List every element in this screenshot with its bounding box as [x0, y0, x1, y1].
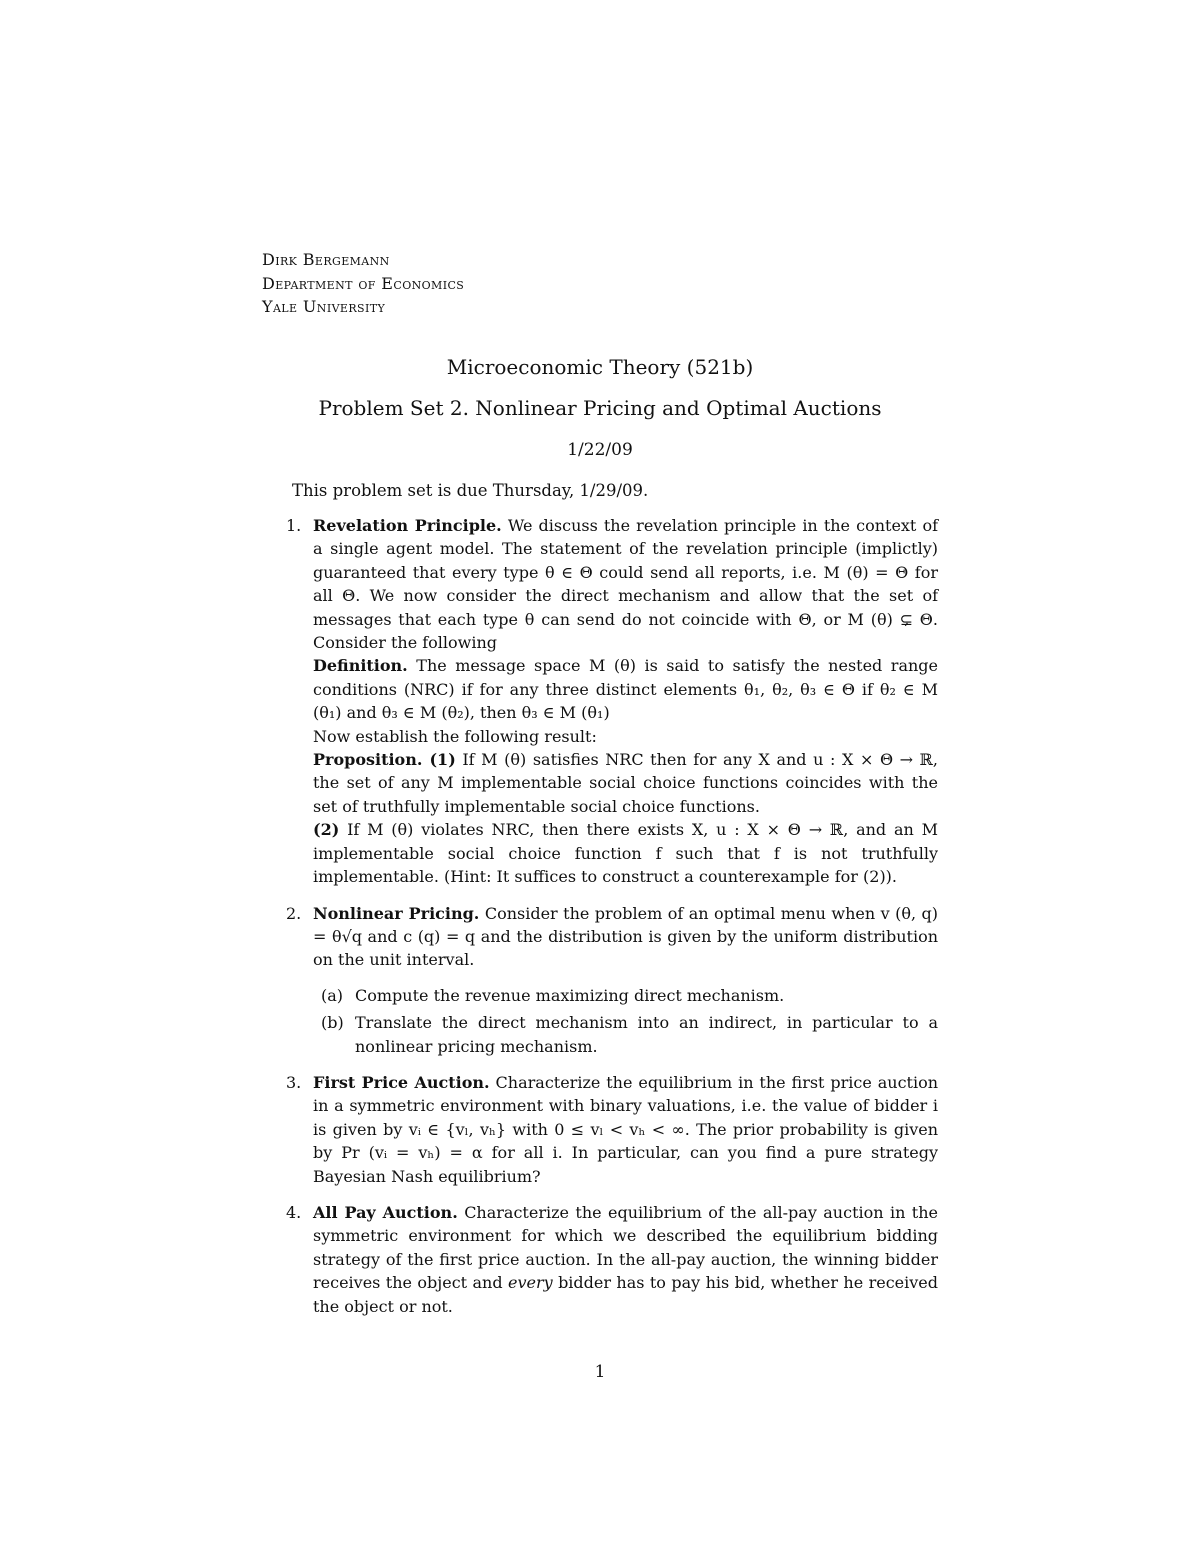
- problem-text: Characterize the equilibrium in the first price auction in a symmetric environment with binary valuations, i.e. the value of bidder i is given by vᵢ ∈ {vₗ, vₕ} with 0 ≤ vₗ < vₕ < ∞. The prior probability is given by Pr (vᵢ = vₕ) = α for all i. In particular, can you find a pure strategy Bayesian Nash equilibrium?: [313, 1072, 939, 1186]
- problem-3-statement: [313, 1071, 938, 1188]
- problem-label: Revelation Principle.: [313, 516, 502, 535]
- part2-label: (2): [313, 820, 340, 840]
- problem-number: 3.: [286, 1072, 302, 1092]
- definition-paragraph: [313, 654, 938, 724]
- university-name: Yale University: [262, 297, 386, 316]
- problem-label: Nonlinear Pricing.: [313, 903, 480, 923]
- problem-2: [286, 902, 938, 1058]
- problem-number: 2.: [286, 903, 302, 923]
- proposition-part2: [313, 818, 938, 888]
- problem-text-after: bidder has to pay his bid, whether he received the object or not.: [313, 1273, 938, 1316]
- problem-text: We discuss the revelation principle in the context of a single agent model. The statement of the revelation principle (implictly) guaranteed that every type θ ∈ Θ could send all reports, i.e. M (θ) = Θ for all Θ. We now consider the direct mechanism and allow that the set of messages that each type θ can send do not coincide with Θ, or M (θ) ⊊ Θ. Consider the following: [313, 516, 939, 653]
- definition-text: The message space M (θ) is said to satisfy the nested range conditions (NRC) if for any three distinct elements θ₁, θ₂, θ₃ ∈ Θ if θ₂ ∈ M (θ₁) and θ₃ ∈ M (θ₂), then θ₃ ∈ M (θ₁): [313, 656, 939, 723]
- problem-label: All Pay Auction.: [313, 1202, 458, 1222]
- problem-list: [286, 514, 938, 1331]
- part2-text: If M (θ) violates NRC, then there exists X, u : X × Θ → ℝ, and an M implementable social choice function f such that f is not truthfully implementable. (Hint: It suffices to construct a counterexample for (2)).: [313, 820, 938, 887]
- subitem-text: Translate the direct mechanism into an indirect, in particular to a nonlinear pricing mechanism.: [355, 1013, 938, 1056]
- problem-3: [286, 1071, 938, 1188]
- course-title: Microeconomic Theory (521b): [446, 355, 754, 379]
- problem-number: 1.: [286, 516, 302, 535]
- emphasis-word: every: [507, 1273, 553, 1293]
- problem-4: [286, 1201, 938, 1318]
- problem-label: First Price Auction.: [313, 1072, 490, 1092]
- problem-4-statement: [313, 1201, 938, 1318]
- subitem-text: Compute the revenue maximizing direct mechanism.: [355, 985, 785, 1005]
- problem-1: [286, 514, 938, 889]
- due-date-notice: This problem set is due Thursday, 1/29/09.: [292, 481, 649, 500]
- proposition-text: If M (θ) satisfies NRC then for any X and u : X × Θ → ℝ, the set of any M implementable social choice functions coincides with the set of truthfully implementable social choice functions.: [313, 750, 939, 816]
- department-name: Department of Economics: [262, 273, 465, 293]
- problem-number: 4.: [286, 1202, 302, 1222]
- proposition-label: Proposition. (1): [313, 750, 456, 770]
- subitem-a: [313, 984, 938, 1007]
- subitem-label: (a): [321, 985, 344, 1005]
- problem-1-statement: [313, 514, 938, 654]
- author-block: [262, 248, 464, 319]
- problem-text-before: Characterize the equilibrium of the all-pay auction in the symmetric environment for which we described the equilibrium bidding strategy of the first price auction. In the all-pay auction, the winning bidder receives the object and: [313, 1202, 939, 1293]
- author-name: Dirk Bergemann: [262, 250, 390, 269]
- subitem-b: [313, 1011, 938, 1058]
- problem-set-title: Problem Set 2. Nonlinear Pricing and Optimal Auctions: [318, 396, 882, 420]
- page-number: 1: [594, 1362, 606, 1382]
- proposition-paragraph: [313, 748, 938, 818]
- problem-text: Consider the problem of an optimal menu when v (θ, q) = θ√q and c (q) = q and the distribution is given by the uniform distribution on the unit interval.: [313, 903, 939, 970]
- definition-label: Definition.: [313, 656, 408, 676]
- establish-line: Now establish the following result:: [313, 726, 597, 746]
- problem-2-statement: [313, 902, 938, 972]
- subitem-label: (b): [321, 1013, 344, 1033]
- document-date: 1/22/09: [567, 440, 633, 460]
